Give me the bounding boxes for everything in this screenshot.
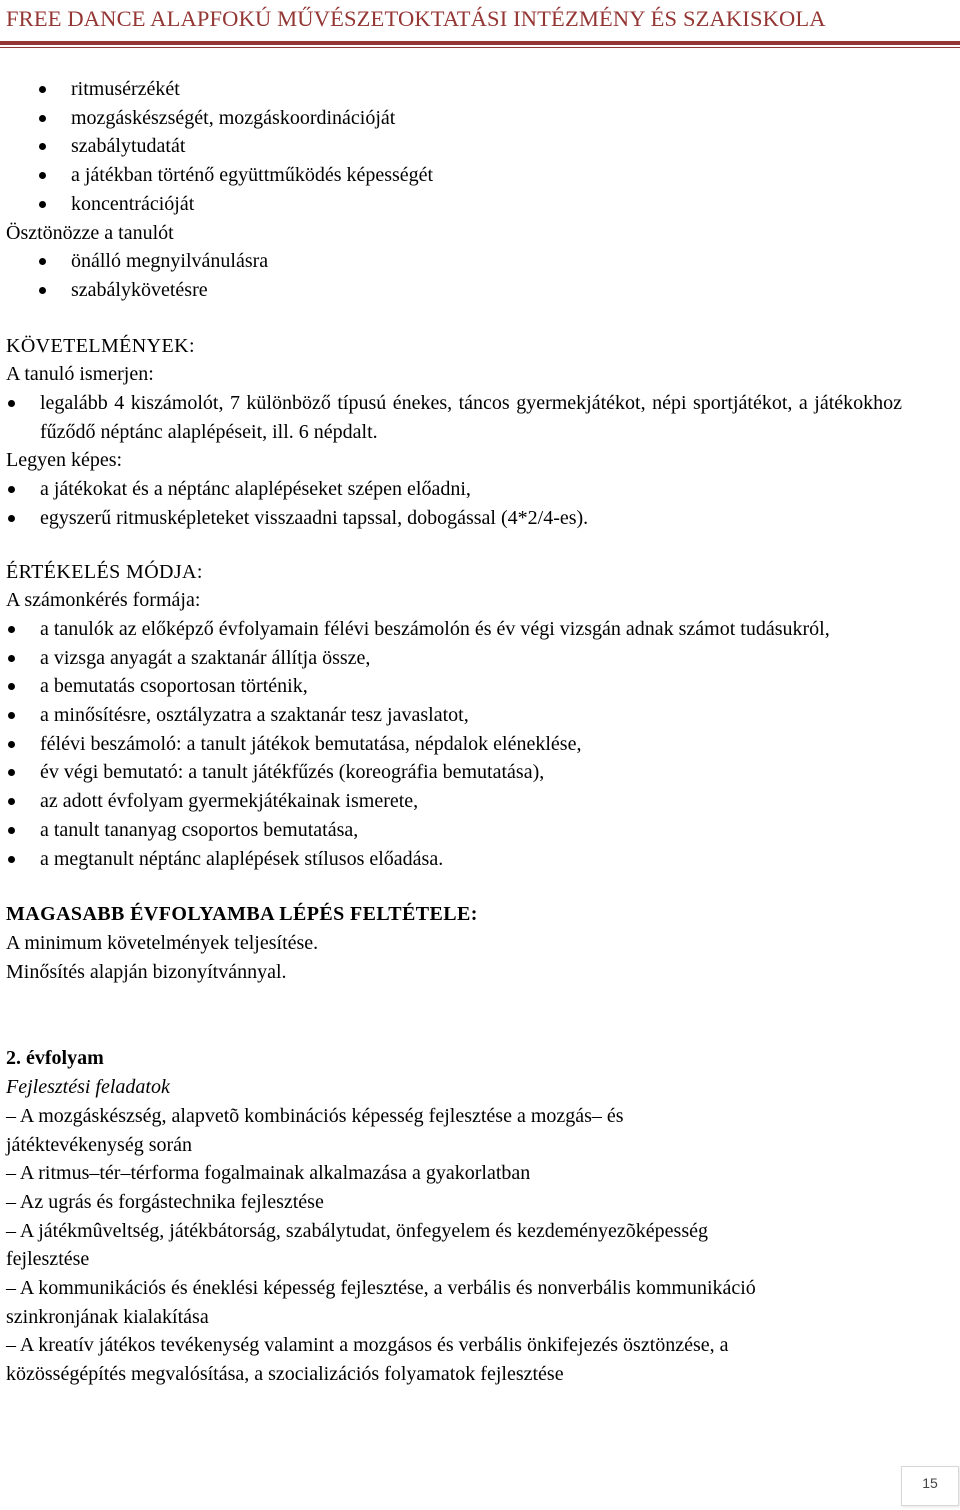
list-item: a bemutatás csoportosan történik, [6,672,902,701]
list-item: a megtanult néptánc alaplépések stílusos előadása. [6,845,902,874]
forma-label: A számonkérés formája: [6,589,201,612]
intro-bullet-list [6,75,902,219]
dash-item: – A mozgáskészség, alapvetõ kombinációs képesség fejlesztése a mozgás– és játéktevékenység során [6,1104,624,1156]
list-item: a játékokat és a néptánc alaplépéseket szépen előadni, [6,475,902,504]
list-item: a minősítésre, osztályzatra a szaktanár tesz javaslatot, [6,701,902,730]
bullet-icon [8,769,15,776]
list-item: szabálykövetésre [6,276,902,305]
list-item: egyszerű ritmusképleteket visszaadni tapssal, dobogással (4*2/4-es). [6,504,902,533]
list-item: legalább 4 kiszámolót, 7 különböző típusú énekes, táncos gyermekjátékot, népi sportjátékot, a játékokhoz fűződő néptánc alaplépéseit, ill. 6 népdalt. [6,389,902,446]
header-title: FREE DANCE ALAPFOKÚ MŰVÉSZETOKTATÁSI INTÉZMÉNY ÉS SZAKISKOLA [6,6,826,31]
magasabb-line: Minősítés alapján bizonyítvánnyal. [6,960,287,983]
ertekeles-list [6,615,902,873]
bullet-icon [39,287,46,294]
ertekeles-heading: ÉRTÉKELÉS MÓDJA: [6,560,203,583]
bullet-icon [8,856,15,863]
dash-item: – A játékmûveltség, játékbátorság, szabálytudat, önfegyelem és kezdeményezõképesség fejlesztése [6,1219,708,1271]
bullet-icon [39,86,46,93]
dash-item: – A kommunikációs és éneklési képesség fejlesztése, a verbális és nonverbális kommunikáció szinkronjának kialakítása [6,1277,756,1328]
list-item: szabálytudatát [6,132,902,161]
list-item: koncentrációját [6,190,902,219]
spacer [6,533,902,558]
header-rule-thick [0,41,960,45]
bullet-icon [8,626,15,633]
bullet-icon [8,827,15,834]
kepes-list [6,475,902,532]
fejlesztesi-subheading: Fejlesztési feladatok [6,1076,170,1099]
header-rule-thin [0,47,960,48]
list-item: a vizsga anyagát a szaktanár állítja össze, [6,644,902,673]
bullet-icon [39,201,46,208]
bullet-icon [8,683,15,690]
spacer [6,986,902,1044]
page-number-box [901,1466,959,1506]
bullet-icon [8,515,15,522]
kovetelmenyek-heading: KÖVETELMÉNYEK: [6,334,195,357]
list-item: ritmusérzékét [6,75,902,104]
list-item: az adott évfolyam gyermekjátékainak ismerete, [6,787,902,816]
spacer [6,873,902,900]
magasabb-heading: MAGASABB ÉVFOLYAMBA LÉPÉS FELTÉTELE: [6,903,478,926]
ismerjen-list [6,389,902,446]
document-body [6,75,902,1389]
bullet-icon [39,258,46,265]
dash-item: – Az ugrás és forgástechnika fejlesztése [6,1190,324,1213]
list-item: év végi bemutató: a tanult játékfűzés (koreográfia bemutatása), [6,758,902,787]
bullet-icon [8,798,15,805]
list-item: félévi beszámoló: a tanult játékok bemutatása, népdalok eléneklése, [6,730,902,759]
bullet-icon [8,655,15,662]
list-item: a tanult tananyag csoportos bemutatása, [6,816,902,845]
list-item: a tanulók az előképző évfolyamain félévi beszámolón és év végi vizsgán adnak számot tudásukról, [6,615,902,644]
magasabb-line: A minimum követelmények teljesítése. [6,931,319,954]
dash-item: – A ritmus–tér–térforma fogalmainak alkalmazása a gyakorlatban [6,1162,531,1185]
page-header [0,0,960,50]
list-item: önálló megnyilvánulásra [6,247,902,276]
bullet-icon [8,400,15,407]
kepes-label: Legyen képes: [6,449,123,472]
bullet-icon [39,172,46,179]
list-item: a játékban történő együttműködés képességét [6,161,902,190]
bullet-icon [8,741,15,748]
list-item: mozgáskészségét, mozgáskoordinációját [6,104,902,133]
evfolyam-heading: 2. évfolyam [6,1047,104,1070]
spacer [6,305,902,332]
bullet-icon [39,143,46,150]
osztonozze-label: Ösztönözze a tanulót [6,221,174,244]
ismerjen-label: A tanuló ismerjen: [6,363,154,386]
page-number: 15 [922,1475,938,1491]
dash-item: – A kreatív játékos tevékenység valamint a mozgásos és verbális önkifejezés ösztönzése, a közösségépítés megvalósítása, a szocializációs folyamatok fejlesztése [6,1334,729,1386]
osztonozze-bullet-list [6,247,902,304]
bullet-icon [39,115,46,122]
bullet-icon [8,712,15,719]
bullet-icon [8,486,15,493]
